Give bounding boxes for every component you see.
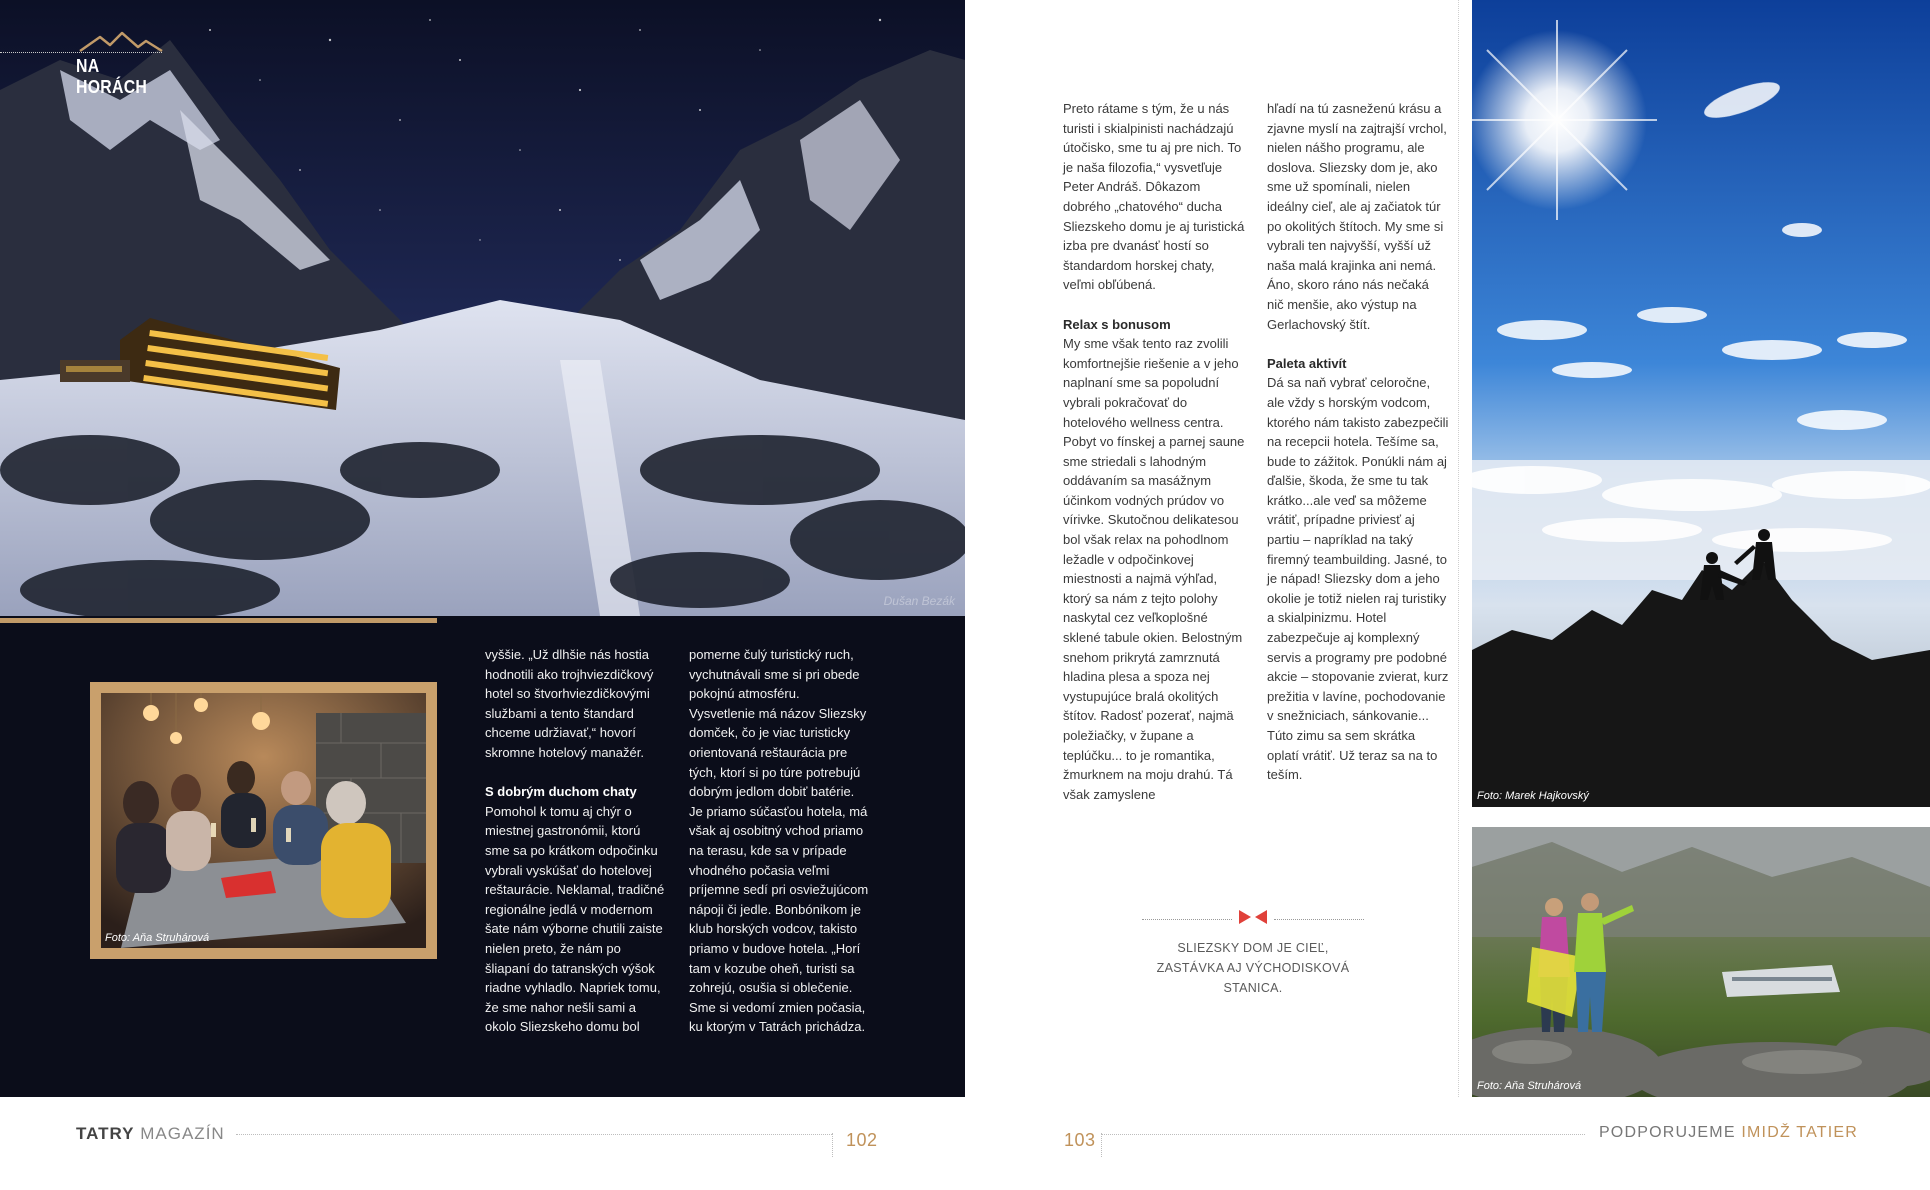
mountain-logo-icon: [78, 31, 164, 53]
page-number-right: 103: [1064, 1130, 1096, 1150]
right-column-2: [1267, 99, 1449, 804]
hikers-photo: [1472, 827, 1930, 1097]
left-column-1: [485, 645, 665, 1056]
left-column-2: [689, 645, 869, 1056]
hikers-photo-credit: Foto: Aňa Struhárová: [1477, 1080, 1582, 1092]
pull-quote: [1142, 908, 1364, 998]
paragraph: My sme však tento raz zvolili komfortnejšie riešenie a v jeho naplnaní sme sa popoludní vybrali pokračovať do hotelového wellness centra. Pobyt vo fínskej a parnej saune sme striedali s lahodným oddávaním sa masážnym účinkom vodných prúdov vo vírivke. Skutočnou delikatesou bol však relax na pohodlnom ležadle v odpočinkovej miestnosti a najmä výhľad, ktorý sa nám z tejto polohy naskytal cez veľkoplošné sklené tabule okien. Belostným snehom prikrytá zamrznutá hladina plesa a spoza nej vystupujúce bralá okolitých štítov. Radosť pozerať, najmä poležiačky, v župane a teplúčku... to je romantika, žmurknem na moju drahú. Tá však zamyslene: [1063, 336, 1245, 802]
footer-tick-left: [832, 1133, 833, 1157]
left-page: [0, 0, 965, 1097]
paragraph: Pomohol k tomu aj chýr o miestnej gastronómii, ktorú sme sa po krátkom odpočinku vybrali vyskúšať do hotelovej reštaurácie. Neklamal, tradičné regionálne jedlá v modernom šate nám výborne chutili zaiste nielen preto, že nám po šliapaní do tatranských výšok riadne vyhladlo. Napriek tomu, že sme nahor nešli sami a okolo Sliezskeho domu bol: [485, 803, 665, 1035]
pull-quote-text: SLIEZSKY DOM JE CIEĽ, ZASTÁVKA AJ VÝCHODISKOVÁ STANICA.: [1156, 941, 1350, 995]
gold-accent-bar: [0, 618, 437, 623]
pull-quote-rule-left: [1142, 919, 1232, 920]
hero-photo-credit: Dušan Bezák: [883, 594, 955, 608]
subsection: [1267, 354, 1449, 785]
paragraph: hľadí na tú zasneženú krásu a zjavne myslí na zajtrajší vrchol, nielen nášho programu, ale doslova. Sliezsky dom je, ako sme už spomínali, nielen ideálny cieľ, ale aj začiatok túr po okolitých štítoch. My sme si vybrali ten najvyšší, vyšší už naša malá krajinka ani nemá. Áno, skoro ráno nás nečaká nič menšie, ako výstup na Gerlachovský štít.: [1267, 101, 1447, 332]
paragraph: Dá sa naň vybrať celoročne, ale vždy s horským vodcom, ktorého nám takisto zabezpečili na recepcii hotela. Tešíme sa, bude to zážitok. Ponúkli nám aj ďalšie, škoda, že sme tu tak krátko...ale veď sa môžeme vrátiť, prípadne priviesť aj partiu – napríklad na taký firemný teambuilding. Jasné, to je nápad! Sliezsky dom a jeho okolie je totiž nielen raj turistiky a skialpinizmu. Hotel zabezpečuje aj komplexný servis a programy pre podobné akcie – stopovanie zvierat, kurz prežitia v lavíne, pochodovanie v snežniciach, sánkovanie... Túto zimu sa sem skrátka oplatí vrátiť. Už teraz sa na to teším.: [1267, 375, 1449, 783]
right-column-1: [1063, 99, 1245, 824]
footer-rule-left: [236, 1134, 832, 1135]
page-number-left: 102: [846, 1130, 878, 1150]
footer-rule-right: [1101, 1134, 1585, 1135]
restaurant-photo: [101, 693, 426, 948]
paragraph: Preto rátame s tým, že u nás turisti i skialpinisti nachádzajú útočisko, sme tu aj pre nich. To je naša filozofia,“ vysvetľuje Peter Andráš. Dôkazom dobrého „chatového“ ducha Sliezskeho domu je aj turistická izba pre dvanásť hostí so štandardom horskej chaty, veľmi obľúbená.: [1063, 101, 1245, 293]
restaurant-photo-credit: Foto: Aňa Struhárová: [105, 932, 210, 944]
paragraph: pomerne čulý turistický ruch, vychutnávali sme si pri obede pokojnú atmosféru. Vysvetlenie má názov Sliezsky domček, čo je viac turisticky orientovaná reštaurácia pre tých, ktorí si po túre potrebujú dobrým jedlom dobiť batérie. Je priamo súčasťou hotela, má však aj osobitný vchod priamo na terasu, kde sa v prípade vhodného počasia veľmi príjemne sedí pri osviežujúcom nápoji či jedle. Bonbónikom je klub horských vodcov, takisto priamo v budove hotela. „Horí tam v kozube oheň, turisti sa zohrejú, osušia si oblečenie. Sme si vedomí zmien počasia, ku ktorým v Tatrách prichádza.: [689, 647, 869, 1035]
footer-brand-light: MAGAZÍN: [140, 1124, 225, 1143]
sky-summit-photo: [1472, 0, 1930, 807]
bowtie-icon: [1237, 908, 1269, 926]
paragraph: vyššie. „Už dlhšie nás hostia hodnotili ako trojhviezdičkový hotel so štvorhviezdičkovými službami a tento štandard chceme udržiavať,“ hovorí skromne hotelový manažér.: [485, 647, 654, 760]
sky-photo-credit: Foto: Marek Hajkovský: [1477, 790, 1589, 802]
footer-slogan-main: PODPORUJEME: [1598, 1124, 1736, 1141]
subsection: [485, 782, 665, 1037]
pull-quote-rule-right: [1274, 919, 1364, 920]
section-header: [0, 28, 170, 97]
subheading: Relax s bonusom: [1063, 316, 1171, 332]
subheading: S dobrým duchom chaty: [485, 784, 637, 800]
subheading: Paleta aktivít: [1267, 355, 1347, 371]
footer-brand-bold: TATRY: [76, 1124, 135, 1143]
subsection: [1063, 315, 1245, 805]
footer-slogan: [1599, 1124, 1858, 1142]
restaurant-photo-frame: [90, 682, 437, 959]
section-label: NA HORÁCH: [76, 56, 148, 97]
footer-slogan-accent: IMIDŽ TATIER: [1741, 1124, 1858, 1141]
page-divider-dotted: [1458, 0, 1459, 1097]
footer-tick-right: [1101, 1133, 1102, 1157]
footer-magazine-brand: [76, 1124, 225, 1144]
